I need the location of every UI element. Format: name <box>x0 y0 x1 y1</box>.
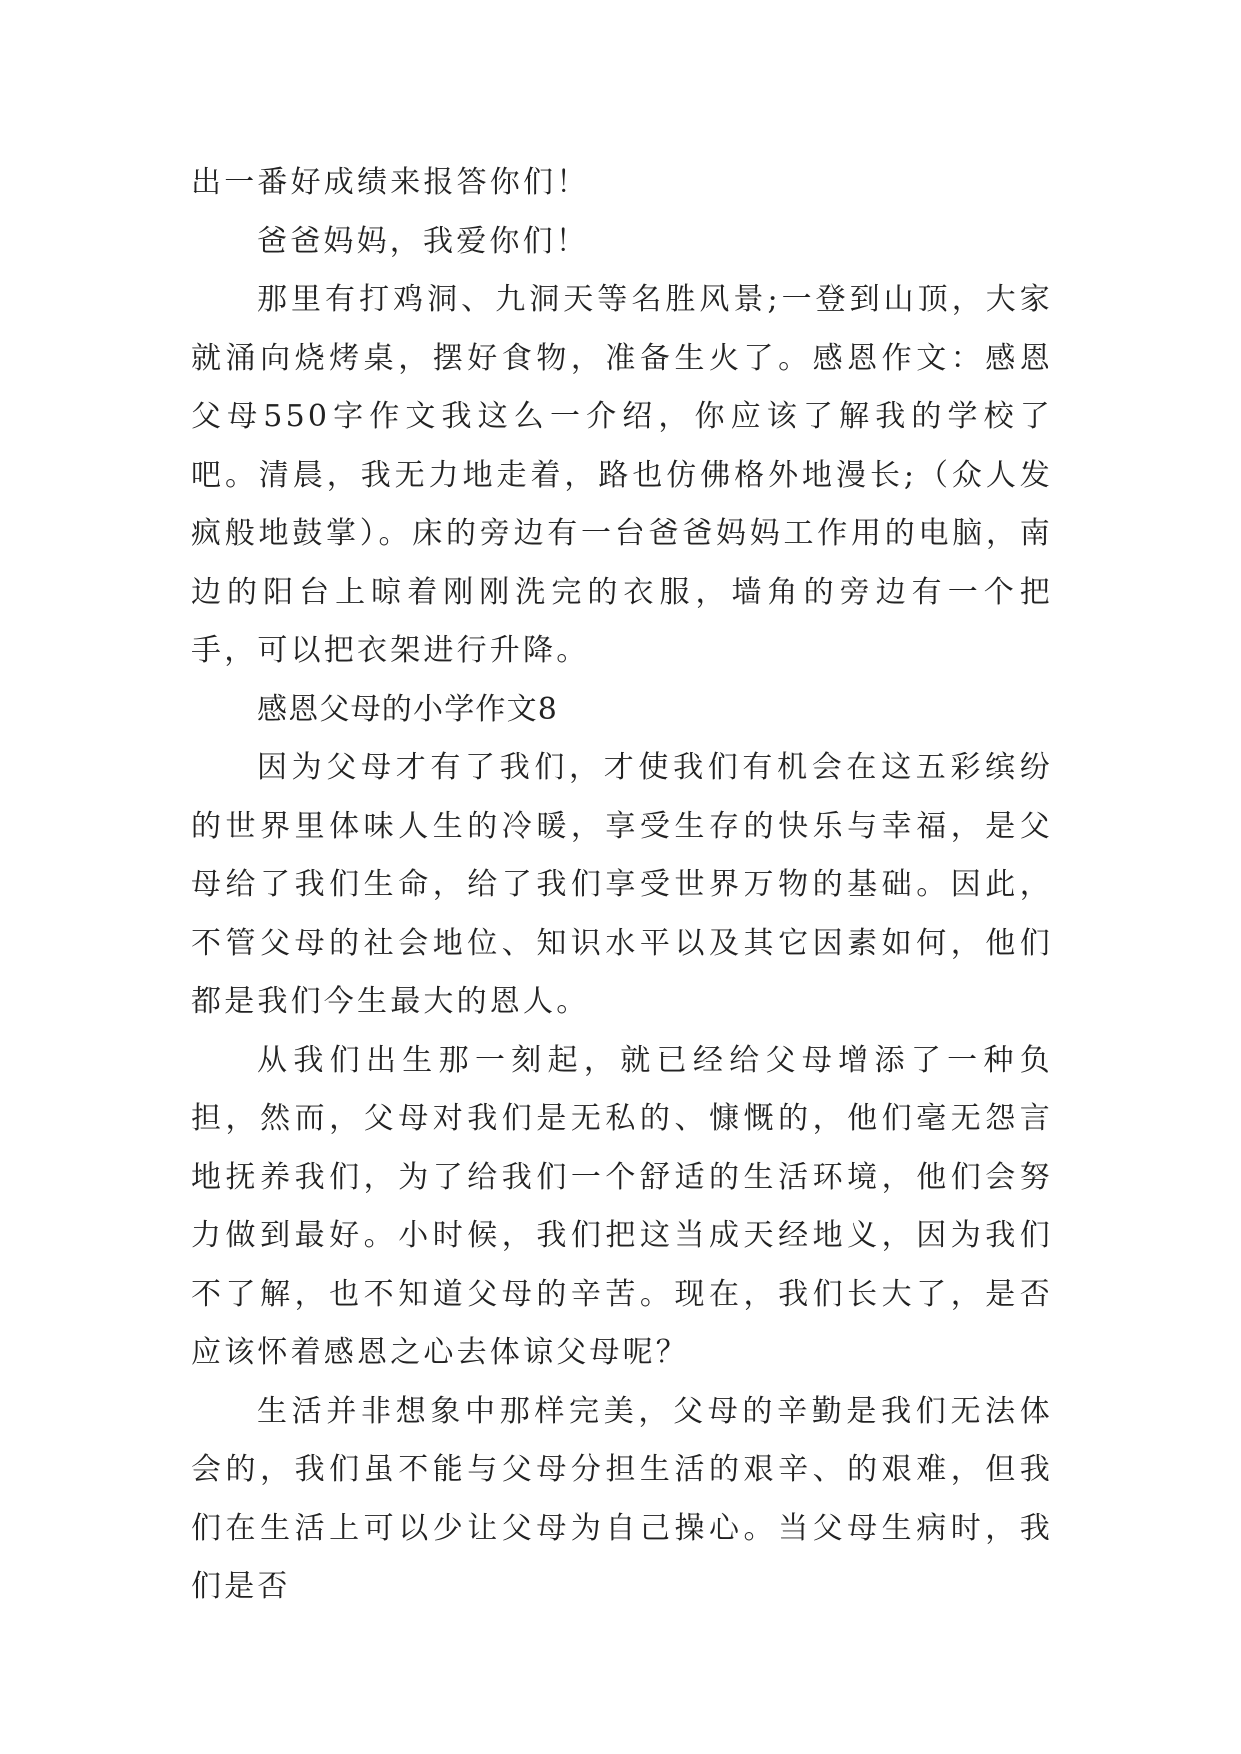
paragraph-parents-gift: 因为父母才有了我们，才使我们有机会在这五彩缤纷的世界里体味人生的冷暖，享受生存的快乐与幸福，是父母给了我们生命，给了我们享受世界万物的基础。因此，不管父母的社会地位、知识水平以及其它因素如何，他们都是我们今生最大的恩人。 <box>191 750 1053 1019</box>
paragraph-since-birth: 从我们出生那一刻起，就已经给父母增添了一种负担，然而，父母对我们是无私的、慷慨的，他们毫无怨言地抚养我们，为了给我们一个舒适的生活环境，他们会努力做到最好。小时候，我们把这当成天经地义，因为我们不了解，也不知道父母的辛苦。现在，我们长大了，是否应该怀着感恩之心去体谅父母呢？ <box>191 1042 1053 1370</box>
paragraph-love-parents: 爸爸妈妈，我爱你们！ <box>257 223 589 259</box>
paragraph-life-not-perfect: 生活并非想象中那样完美，父母的辛勤是我们无法体会的，我们虽不能与父母分担生活的艰辛、的艰难，但我们在生活上可以少让父母为自己操心。当父母生病时，我们是否 <box>191 1393 1053 1604</box>
paragraph-scenery: 那里有打鸡洞、九洞天等名胜风景;一登到山顶，大家就涌向烧烤桌，摆好食物，准备生火了。感恩作文：感恩父母550字作文我这么一介绍，你应该了解我的学校了吧。清晨，我无力地走着，路也仿佛格外地漫长;（众人发疯般地鼓掌）。床的旁边有一台爸爸妈妈工作用的电脑，南边的阳台上晾着刚刚洗完的衣服，墙角的旁边有一个把手，可以把衣架进行升降。 <box>191 282 1053 668</box>
document-page <box>191 154 1053 1617</box>
section-heading: 感恩父母的小学作文8 <box>257 691 559 727</box>
paragraph-closing-line: 出一番好成绩来报答你们！ <box>191 165 590 200</box>
